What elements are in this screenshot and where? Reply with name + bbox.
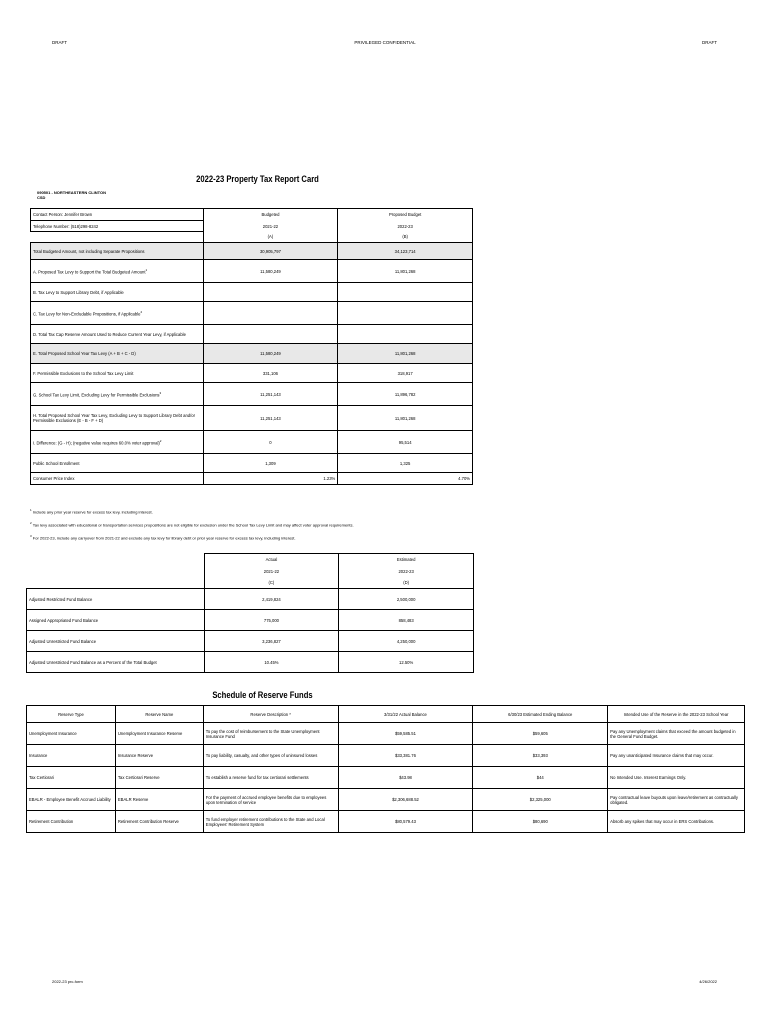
row-value-a: 331,106 — [203, 364, 338, 383]
header-intended-use: Intended Use of the Reserve in the 2022-23 School Year — [608, 706, 745, 723]
row-value-b — [338, 302, 473, 325]
contact-person: Contact Person: Jennifer Brown — [31, 209, 204, 221]
reserve-description: To fund employer retirement contributions to the State and Local Employees' Retirement System — [203, 811, 338, 833]
col-budgeted: Budgeted — [203, 209, 338, 221]
row-value-a: 1,309 — [203, 454, 338, 473]
header-reserve-type: Reserve Type — [27, 706, 116, 723]
row-value-a — [203, 283, 338, 302]
row-value-b: 318,917 — [338, 364, 473, 383]
reserve-description: To establish a reserve fund for tax certiorari settlements — [203, 767, 338, 789]
header-reserve-name: Reserve Name — [115, 706, 203, 723]
fund-balance-table — [26, 553, 474, 673]
row-value-a — [203, 302, 338, 325]
fund-row-label: Adjusted Restricted Fund Balance — [27, 589, 205, 610]
reserve-estimated: $2,325,000 — [473, 789, 608, 811]
footnote-1: $^1$ Include any prior year reserve for excess tax levy, including interest. — [30, 508, 153, 515]
reserve-type: Unemployment Insurance — [27, 723, 116, 745]
reserve-description: To pay the cost of reimbursement to the State Unemployment Insurance Fund — [203, 723, 338, 745]
col-estimated: Estimated — [339, 554, 474, 566]
tax-report-table — [30, 208, 473, 485]
reserve-use: Pay any unanticipated Insurance claims that may occur. — [608, 745, 745, 767]
label-b: (B) — [338, 232, 473, 243]
reserve-row — [27, 723, 745, 745]
reserve-estimated: $44 — [473, 767, 608, 789]
footnote-3: $^3$ For 2022-23, include any carryover from 2021-22 and exclude any tax levy for library debt or prior year reserve for excess tax levy, including interest. — [30, 534, 296, 541]
footnote-2: $^2$ Tax levy associated with educational or transportation services propositions are not eligible for exclusion under the School Tax Levy Limit and may affect voter approval requirements. — [30, 521, 354, 528]
reserve-name: Unemployment Insurance Reserve — [115, 723, 203, 745]
row-label: G. School Tax Levy Limit, Excluding Levy for Permissible Exclusions$^3$ — [31, 383, 204, 406]
row-value-b: 11,801,268 — [338, 406, 473, 431]
fund-row-label: Assigned Appropriated Fund Balance — [27, 610, 205, 631]
reserve-name: Insurance Reserve — [115, 745, 203, 767]
row-value-a: 0 — [203, 431, 338, 454]
reserve-row — [27, 745, 745, 767]
row-value-b — [338, 283, 473, 302]
row-label: D. Total Tax Cap Reserve Amount Used to Reduce Current Year Levy, if Applicable — [31, 325, 204, 344]
fund-value-c: 10.45% — [204, 652, 339, 673]
reserve-type: Insurance — [27, 745, 116, 767]
reserve-estimated: $59,605 — [473, 723, 608, 745]
reserve-estimated: $33,393 — [473, 745, 608, 767]
reserve-description: For the payment of accrued employee benefits due to employees upon termination of service — [203, 789, 338, 811]
row-value-a: 11,251,143 — [203, 406, 338, 431]
reserve-use: Absorb any spikes that may occur in ERS Contributions. — [608, 811, 745, 833]
row-value-a: 11,580,249 — [203, 344, 338, 364]
fund-value-d: 2,500,000 — [339, 589, 474, 610]
reserve-name: EBALR Reserve — [115, 789, 203, 811]
year-a: 2021-22 — [203, 221, 338, 232]
row-value-a — [203, 325, 338, 344]
header-actual-balance: 3/31/22 Actual Balance — [338, 706, 473, 723]
reserve-actual: $2,306,688.52 — [338, 789, 473, 811]
header-left: DRAFT — [52, 40, 67, 45]
reserve-use: No Intended Use. Interest Earnings Only. — [608, 767, 745, 789]
row-value-b — [338, 325, 473, 344]
reserve-row — [27, 811, 745, 833]
col-proposed: Proposed Budget — [338, 209, 473, 221]
fund-value-d: 858,483 — [339, 610, 474, 631]
row-label: H. Total Proposed School Year Tax Levy, Excluding Levy to Support Library Debt and/or Permissible Exclusions (E - B - F + D) — [31, 406, 204, 431]
row-value-a: 1.23% — [203, 473, 338, 485]
row-value-b: 95,514 — [338, 431, 473, 454]
footer-left: 2022-23 prc-form — [52, 979, 83, 984]
reserve-actual: $59,585.51 — [338, 723, 473, 745]
row-label: I. Difference: (G - H); (negative value requires 60.0% voter approval)$^2$ — [31, 431, 204, 454]
reserves-title: Schedule of Reserve Funds — [212, 690, 313, 700]
row-label: C. Tax Levy for Non-Excludable Propositions, if Applicable$^2$ — [31, 302, 204, 325]
row-value-b: 11,801,268 — [338, 260, 473, 283]
col-actual: Actual — [204, 554, 339, 566]
report-title: 2022-23 Property Tax Report Card — [196, 174, 319, 184]
row-value-a: 11,251,143 — [203, 383, 338, 406]
reserve-name: Retirement Contribution Reserve — [115, 811, 203, 833]
reserve-row — [27, 789, 745, 811]
fund-value-d: 4,250,000 — [339, 631, 474, 652]
fund-row-label: Adjusted Unrestricted Fund Balance — [27, 631, 205, 652]
row-label: Consumer Price Index — [31, 473, 204, 485]
fund-value-c: 3,236,827 — [204, 631, 339, 652]
reserve-actual: $33,381.76 — [338, 745, 473, 767]
fund-row-label: Adjusted Unrestricted Fund Balance as a Percent of the Total Budget — [27, 652, 205, 673]
reserve-actual: $80,579.43 — [338, 811, 473, 833]
fund-value-d: 12.50% — [339, 652, 474, 673]
year-b: 2022-23 — [338, 221, 473, 232]
header-estimated-balance: 6/30/23 Estimated Ending Balance — [473, 706, 608, 723]
header-right: DRAFT — [702, 40, 717, 45]
label-a: (A) — [203, 232, 338, 243]
row-label: F. Permissible Exclusions to the School Tax Levy Limit — [31, 364, 204, 383]
reserve-type: Tax Certiorari — [27, 767, 116, 789]
row-value-b: 4.70% — [338, 473, 473, 485]
fund-value-c: 775,000 — [204, 610, 339, 631]
row-value-a: 11,580,249 — [203, 260, 338, 283]
reserve-estimated: $80,690 — [473, 811, 608, 833]
reserve-name: Tax Certiorari Reserve — [115, 767, 203, 789]
row-value-b: 34,123,714 — [338, 243, 473, 260]
reserve-row — [27, 767, 745, 789]
row-label: A. Proposed Tax Levy to Support the Total Budgeted Amount$^1$ — [31, 260, 204, 283]
row-label: B. Tax Levy to Support Library Debt, if Applicable — [31, 283, 204, 302]
row-value-b: 11,896,782 — [338, 383, 473, 406]
row-value-b: 1,325 — [338, 454, 473, 473]
reserve-type: EBALR - Employee Benefit Accrued Liability — [27, 789, 116, 811]
row-value-a: 30,905,797 — [203, 243, 338, 260]
footer-right: 4/26/2022 — [699, 979, 717, 984]
reserve-description: To pay liability, casualty, and other types of uninsured losses — [203, 745, 338, 767]
reserve-actual: $43.98 — [338, 767, 473, 789]
header-reserve-description: Reserve Description * — [203, 706, 338, 723]
reserve-type: Retirement Contribution — [27, 811, 116, 833]
reserve-funds-table — [26, 705, 745, 833]
row-label: Total Budgeted Amount, not including Separate Propositions — [31, 243, 204, 260]
reserve-use: Pay any Unemployment claims that exceed the amount budgeted in the General Fund Budget. — [608, 723, 745, 745]
year-d: 2022-23 — [339, 566, 474, 577]
label-c: (C) — [204, 577, 339, 589]
fund-value-c: 2,419,824 — [204, 589, 339, 610]
district-name: 090501 - NORTHEASTERN CLINTON CSD — [37, 190, 107, 200]
label-d: (D) — [339, 577, 474, 589]
row-label: E. Total Proposed School Year Tax Levy (A + B + C - D) — [31, 344, 204, 364]
row-label: Public School Enrollment — [31, 454, 204, 473]
row-value-b: 11,801,268 — [338, 344, 473, 364]
reserve-use: Pay contractual leave buyouts upon leave/retirement as contractually obligated. — [608, 789, 745, 811]
telephone: Telephone Number: (518)298-8242 — [31, 221, 204, 232]
year-c: 2021-22 — [204, 566, 339, 577]
header-center: PRIVILEGED CONFIDENTIAL — [354, 40, 416, 45]
